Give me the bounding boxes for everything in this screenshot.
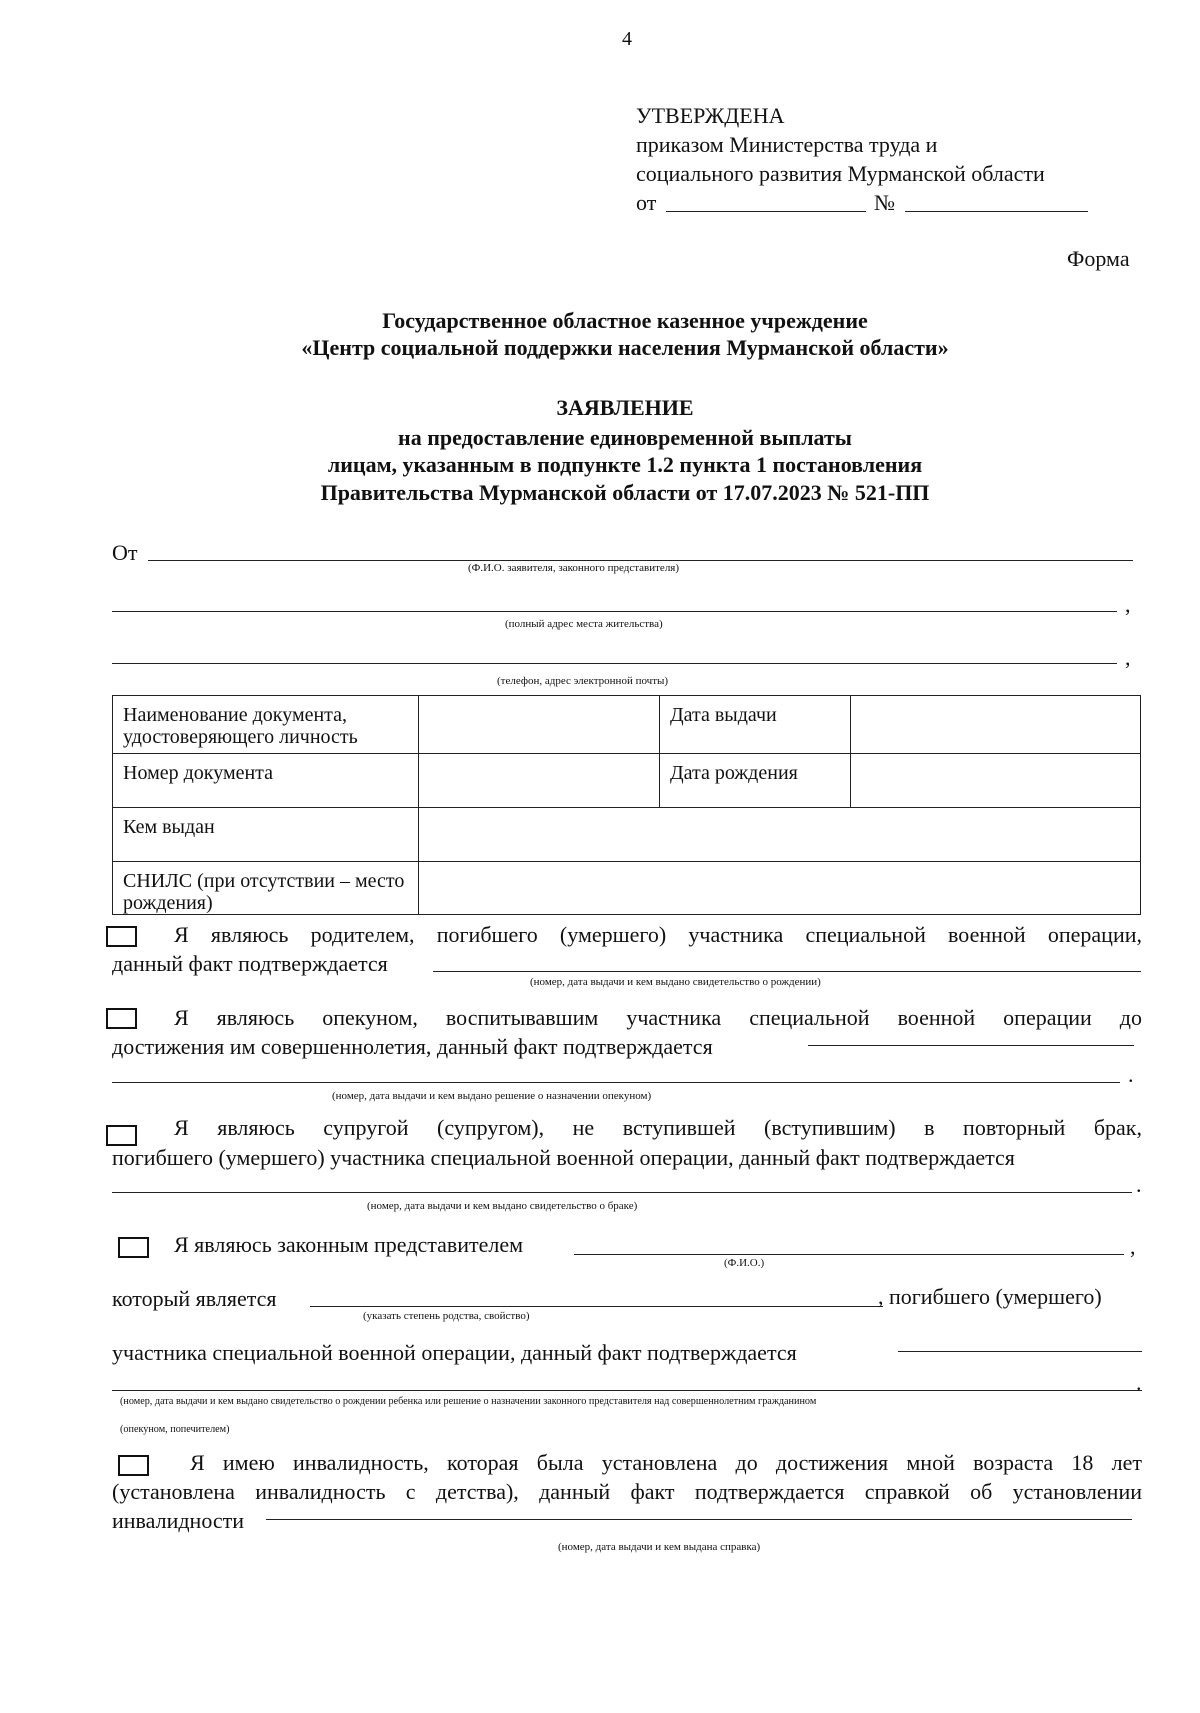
representative-statement: Я являюсь законным представителем <box>174 1232 524 1257</box>
guardian-document-field-2[interactable] <box>112 1082 1120 1083</box>
representative-relation-field[interactable] <box>310 1306 883 1307</box>
applicant-fio-caption: (Ф.И.О. заявителя, законного представителя) <box>468 562 680 574</box>
birth-date-label: Дата рождения <box>660 754 851 808</box>
title-line-3: Правительства Мурманской области от 17.07.2023 № 521-ПП <box>320 480 930 505</box>
parent-statement: Я являюсь родителем, погибшего (умершего) участника специальной военной операции, <box>174 922 1142 947</box>
comma: , <box>1130 1234 1136 1259</box>
spouse-document-caption: (номер, дата выдачи и кем выдано свидетельство о браке) <box>367 1200 638 1212</box>
issued-by-label: Кем выдан <box>113 808 419 862</box>
snils-value[interactable] <box>419 862 1141 915</box>
disability-checkbox[interactable] <box>118 1455 149 1476</box>
applicant-fio-field[interactable] <box>148 560 1133 561</box>
from-label: От <box>112 540 138 565</box>
doc-number-label: Номер документа <box>113 754 419 808</box>
approval-date-field[interactable] <box>666 211 866 212</box>
representative-who-is: который является <box>112 1286 277 1311</box>
applicant-address-field[interactable] <box>112 611 1117 612</box>
applicant-contacts-field[interactable] <box>112 663 1117 664</box>
guardian-document-caption: (номер, дата выдачи и кем выдано решение о назначении опекуном) <box>332 1090 652 1102</box>
comma: , <box>1125 592 1131 617</box>
parent-document-caption: (номер, дата выдачи и кем выдано свидетельство о рождении) <box>530 976 821 988</box>
applicant-contacts-caption: (телефон, адрес электронной почты) <box>497 675 669 687</box>
representative-checkbox[interactable] <box>118 1237 149 1258</box>
representative-document-field-2[interactable] <box>112 1390 1142 1391</box>
disability-document-field[interactable] <box>266 1519 1132 1520</box>
representative-document-field[interactable] <box>898 1351 1142 1352</box>
spouse-statement: Я являюсь супругой (супругом), не вступившей (вступившим) в повторный брак, <box>174 1115 1142 1140</box>
representative-document-caption: (номер, дата выдачи и кем выдано свидетельство о рождении ребенка или решение о назначении законного представителя над совершеннолетним гражданином <box>120 1396 817 1407</box>
approval-line-2: приказом Министерства труда и <box>636 132 938 157</box>
disability-statement-2: (установлена инвалидность с детства), данный факт подтверждается справкой об установлении <box>112 1479 1142 1504</box>
spouse-document-field[interactable] <box>112 1192 1132 1193</box>
spouse-confirm-label: погибшего (умершего) участника специальной военной операции, данный факт подтверждается <box>112 1145 1015 1170</box>
institution-line-2: «Центр социальной поддержки населения Мурманской области» <box>301 335 949 360</box>
representative-document-caption-2: (опекуном, попечителем) <box>120 1424 230 1435</box>
parent-confirm-label: данный факт подтверждается <box>112 951 388 976</box>
doc-name-value[interactable] <box>419 696 660 754</box>
guardian-confirm-label: достижения им совершеннолетия, данный факт подтверждается <box>112 1034 713 1059</box>
approval-number-field[interactable] <box>905 211 1088 212</box>
approval-from-label: от <box>636 190 657 215</box>
approval-line-3: социального развития Мурманской области <box>636 161 1045 186</box>
doc-name-label: Наименование документа, удостоверяющего личность <box>113 696 419 754</box>
guardian-checkbox[interactable] <box>106 1008 137 1029</box>
disability-statement: Я имею инвалидность, которая была установлена до достижения мной возраста 18 лет <box>190 1450 1142 1475</box>
parent-checkbox[interactable] <box>106 926 137 947</box>
title-line-2: лицам, указанным в подпункте 1.2 пункта 1 постановления <box>327 452 923 477</box>
period: . <box>1128 1062 1134 1087</box>
guardian-statement: Я являюсь опекуном, воспитывавшим участника специальной военной операции до <box>174 1005 1142 1030</box>
disability-confirm-label: инвалидности <box>112 1508 245 1533</box>
issue-date-label: Дата выдачи <box>660 696 851 754</box>
period: . <box>1136 1172 1142 1197</box>
comma: , <box>1125 645 1131 670</box>
parent-document-field[interactable] <box>433 971 1141 972</box>
approval-title: УТВЕРЖДЕНА <box>636 103 785 128</box>
representative-confirm-label: участника специальной военной операции, данный факт подтверждается <box>112 1340 797 1365</box>
guardian-document-field[interactable] <box>808 1045 1134 1046</box>
institution-line-1: Государственное областное казенное учреждение <box>382 308 868 333</box>
issue-date-value[interactable] <box>851 696 1141 754</box>
representative-deceased-label: , погибшего (умершего) <box>878 1284 1102 1309</box>
page-number: 4 <box>622 28 632 50</box>
period: . <box>1136 1370 1142 1395</box>
representative-fio-field[interactable] <box>574 1254 1124 1255</box>
applicant-address-caption: (полный адрес места жительства) <box>505 618 663 630</box>
title-line-1: на предоставление единовременной выплаты <box>398 425 852 450</box>
form-label: Форма <box>1067 246 1130 271</box>
spouse-checkbox[interactable] <box>106 1125 137 1146</box>
issued-by-value[interactable] <box>419 808 1141 862</box>
birth-date-value[interactable] <box>851 754 1141 808</box>
approval-number-label: № <box>874 190 895 215</box>
identity-document-table <box>112 695 1141 915</box>
doc-number-value[interactable] <box>419 754 660 808</box>
disability-document-caption: (номер, дата выдачи и кем выдана справка) <box>558 1541 761 1553</box>
representative-relation-caption: (указать степень родства, свойство) <box>363 1310 530 1322</box>
representative-fio-caption: (Ф.И.О.) <box>724 1257 765 1269</box>
snils-label: СНИЛС (при отсутствии – место рождения) <box>113 862 419 915</box>
document-title: ЗАЯВЛЕНИЕ <box>556 395 694 420</box>
